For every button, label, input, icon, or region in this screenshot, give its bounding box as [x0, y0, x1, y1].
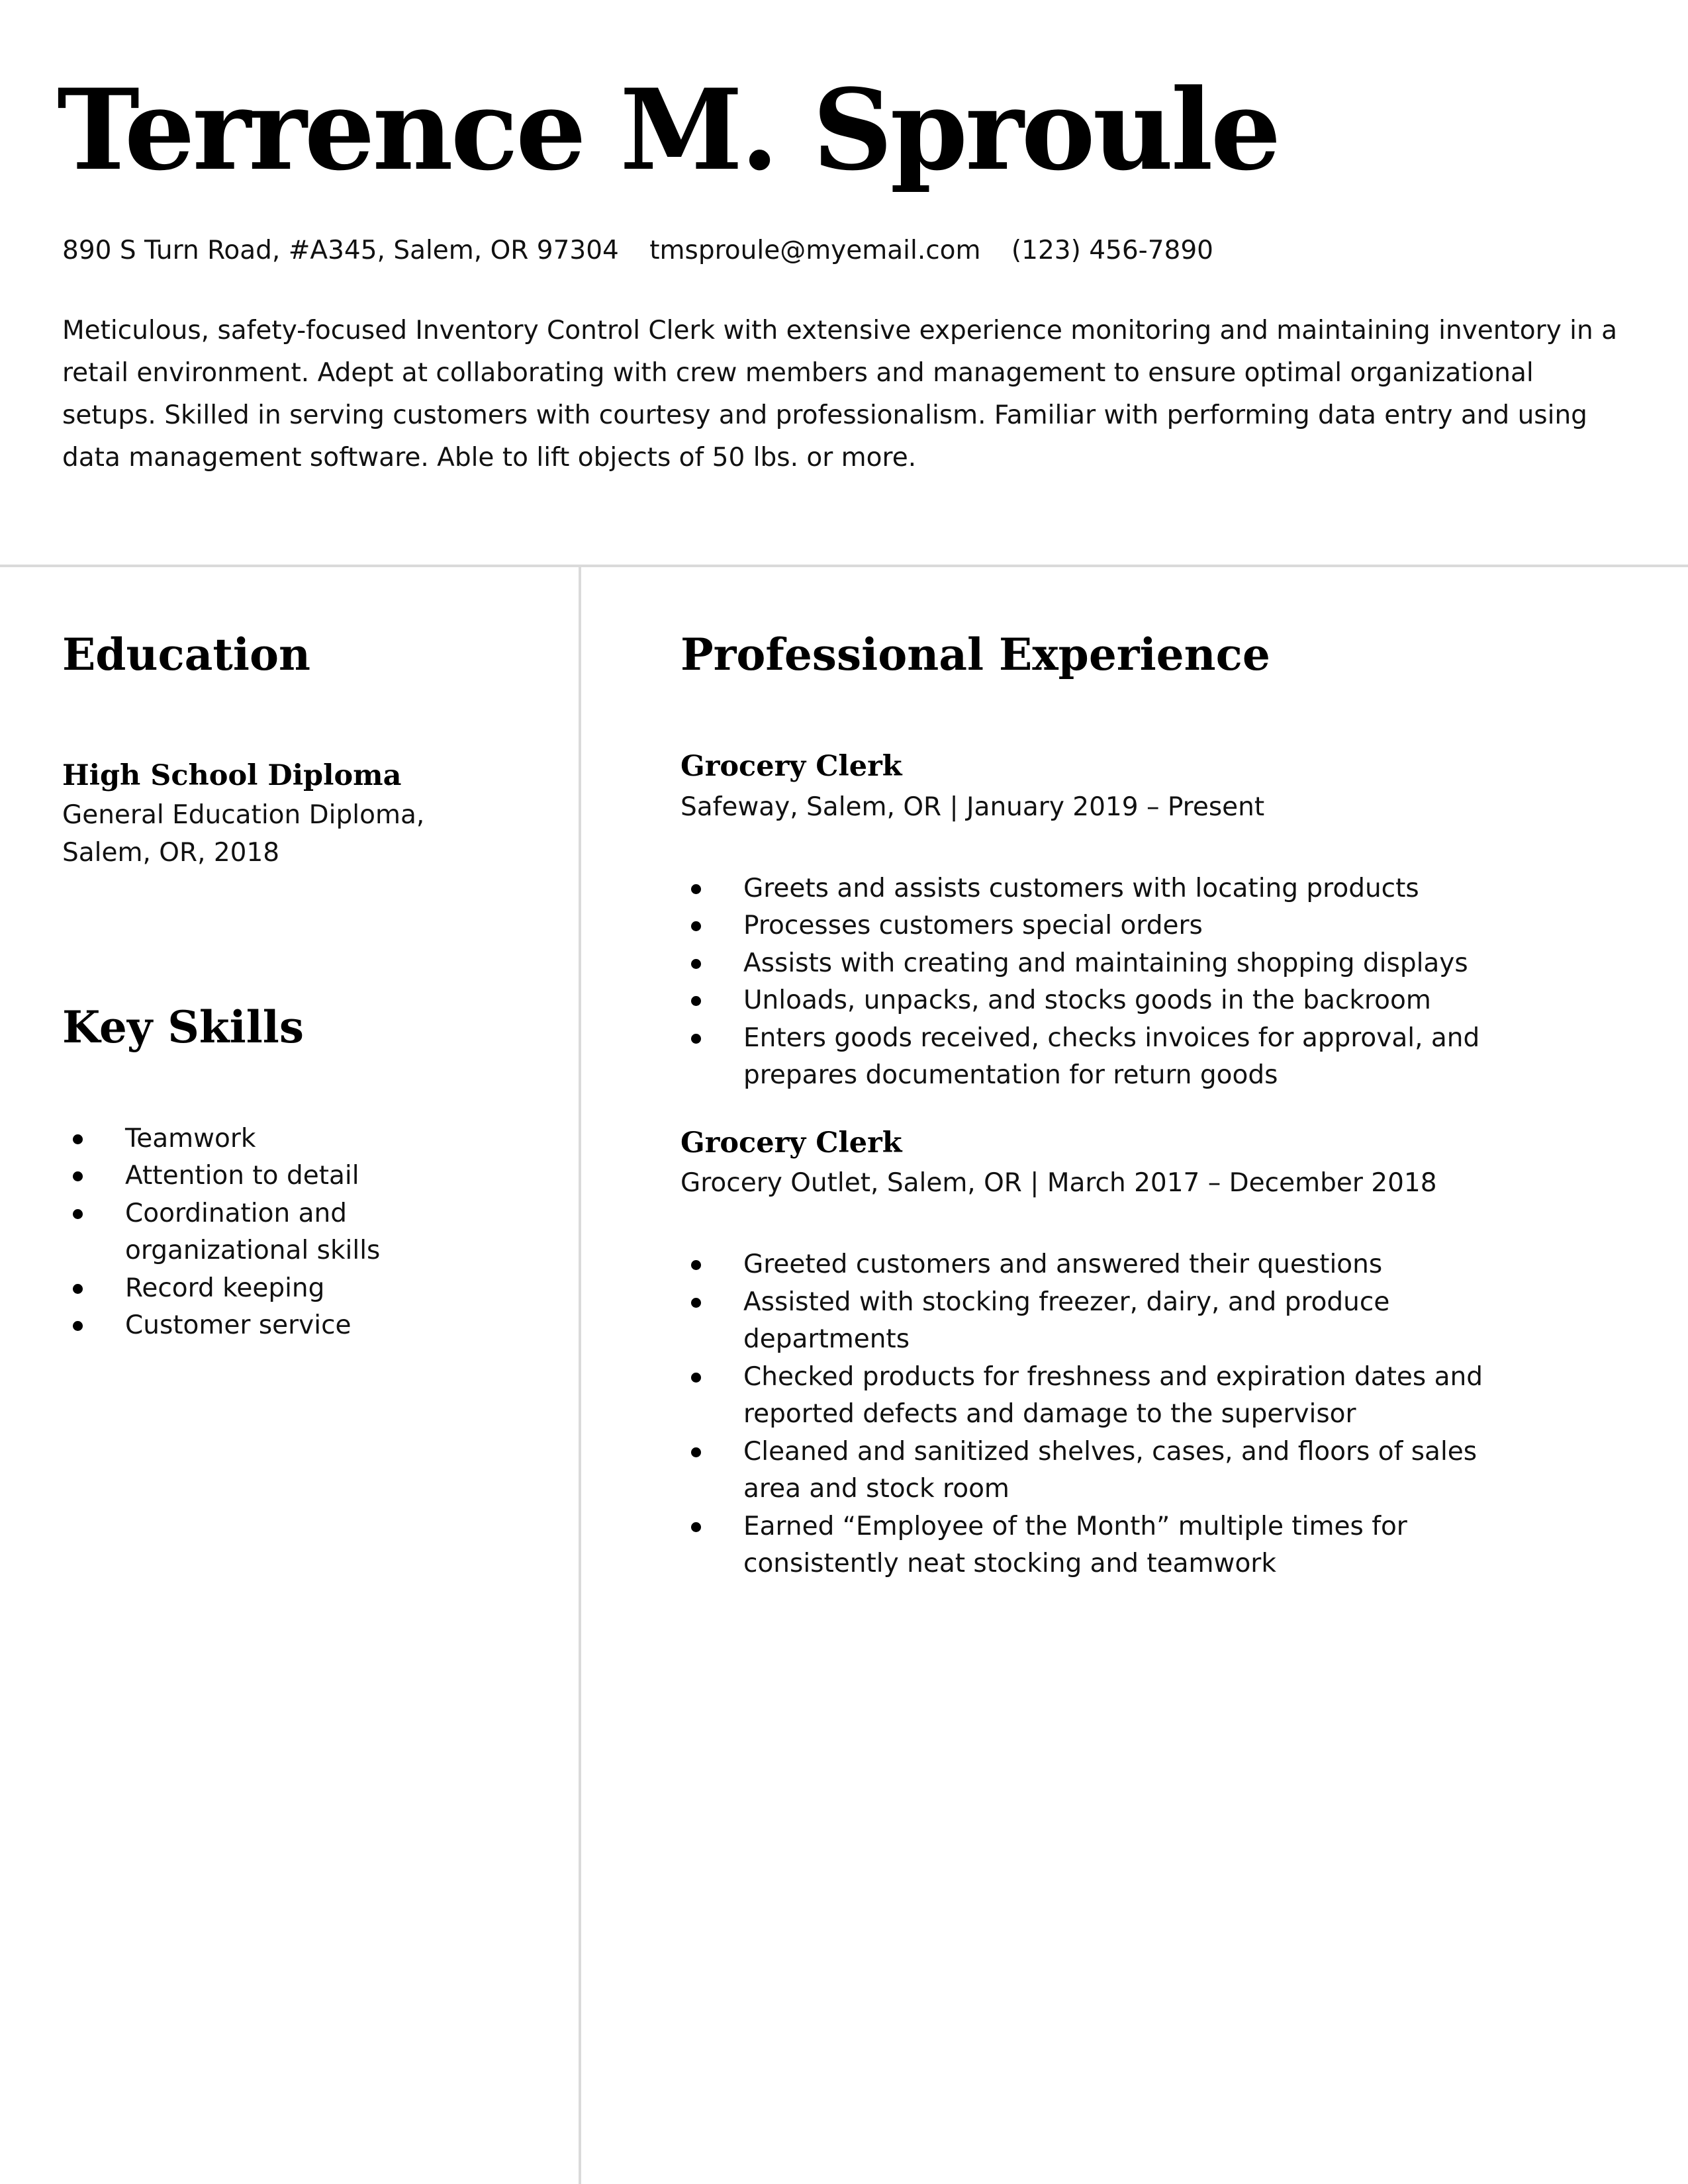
- job-entry: [680, 750, 1541, 1095]
- skill-text: Customer service: [125, 1310, 352, 1341]
- bullet-icon: [691, 996, 701, 1006]
- bullet-icon: [73, 1284, 83, 1294]
- bullet-icon: [691, 884, 701, 894]
- list-item: [680, 1020, 1488, 1095]
- bullet-icon: [691, 1298, 701, 1308]
- contact-email: tmsproule@myemail.com: [649, 236, 981, 265]
- bullet-icon: [691, 1034, 701, 1044]
- list-item: [62, 1120, 433, 1158]
- list-item: [62, 1158, 433, 1195]
- job-duties: [680, 1246, 1488, 1583]
- duty-text: Checked products for freshness and expiration dates and reported defects and damage to the supervisor: [743, 1361, 1483, 1430]
- list-item: [62, 1195, 433, 1270]
- list-item: [680, 945, 1488, 983]
- right-column: [680, 629, 1541, 1583]
- bullet-icon: [691, 1373, 701, 1383]
- duty-text: Assisted with stocking freezer, dairy, and produce departments: [743, 1287, 1390, 1355]
- list-item: [680, 870, 1488, 908]
- education-section: [62, 629, 552, 872]
- job-duties: [680, 870, 1488, 1095]
- education-degree: High School Diploma: [62, 759, 402, 793]
- vertical-divider: [579, 566, 581, 2184]
- duty-text: Unloads, unpacks, and stocks goods in the backroom: [743, 985, 1431, 1016]
- bullet-icon: [691, 921, 701, 931]
- contact-line: [62, 236, 1236, 267]
- list-item: [680, 907, 1488, 945]
- duty-text: Earned “Employee of the Month” multiple times for consistently neat stocking and teamwork: [743, 1511, 1407, 1579]
- job-title: Grocery Clerk: [680, 1126, 902, 1160]
- job-entry: [680, 1126, 1541, 1583]
- list-item: [680, 1508, 1488, 1583]
- duty-text: Cleaned and sanitized shelves, cases, and floors of sales area and stock room: [743, 1436, 1477, 1504]
- duty-text: Greets and assists customers with locating products: [743, 873, 1419, 903]
- candidate-name: Terrence M. Sproule: [57, 64, 1279, 195]
- skill-text: Coordination and organizational skills: [125, 1198, 381, 1266]
- list-item: [62, 1270, 433, 1308]
- duty-text: Assists with creating and maintaining shopping displays: [743, 948, 1468, 978]
- skill-text: Teamwork: [125, 1123, 256, 1154]
- job-meta: Grocery Outlet, Salem, OR | March 2017 – December 2018: [680, 1168, 1437, 1199]
- experience-section: [680, 629, 1541, 1583]
- horizontal-divider: [0, 565, 1688, 567]
- bullet-icon: [73, 1209, 83, 1219]
- list-item: [62, 1307, 433, 1345]
- skills-heading: Key Skills: [62, 1001, 304, 1053]
- skill-text: Record keeping: [125, 1273, 325, 1303]
- skill-text: Attention to detail: [125, 1161, 359, 1191]
- bullet-icon: [691, 1447, 701, 1457]
- skills-section: [62, 1001, 552, 1345]
- skills-list: [62, 1120, 433, 1345]
- job-title: Grocery Clerk: [680, 750, 902, 784]
- bullet-icon: [73, 1134, 83, 1144]
- bullet-icon: [691, 1522, 701, 1532]
- list-item: [680, 982, 1488, 1020]
- education-heading: Education: [62, 629, 310, 680]
- professional-summary: Meticulous, safety-focused Inventory Control Clerk with extensive experience monitoring and maintaining inventory in a retail environment. Adept at collaborating with crew members and management to ensure optimal organizational setups. Skilled in serving customers with courtesy and professionalism. Familiar with performing data entry and using data management software. Able to lift objects of 50 lbs. or more.: [62, 316, 1618, 473]
- bullet-icon: [691, 1260, 701, 1270]
- bullet-icon: [691, 959, 701, 969]
- education-details: General Education Diploma, Salem, OR, 2018: [62, 799, 425, 868]
- left-column: [62, 629, 552, 1345]
- list-item: [680, 1433, 1488, 1508]
- job-meta: Safeway, Salem, OR | January 2019 – Present: [680, 792, 1265, 822]
- list-item: [680, 1246, 1488, 1284]
- bullet-icon: [73, 1171, 83, 1181]
- duty-text: Enters goods received, checks invoices for approval, and prepares documentation for return goods: [743, 1023, 1480, 1091]
- duty-text: Processes customers special orders: [743, 911, 1203, 941]
- duty-text: Greeted customers and answered their questions: [743, 1250, 1383, 1280]
- contact-phone: (123) 456-7890: [1011, 236, 1213, 265]
- list-item: [680, 1359, 1488, 1433]
- experience-heading: Professional Experience: [680, 629, 1270, 680]
- bullet-icon: [73, 1321, 83, 1331]
- list-item: [680, 1284, 1488, 1359]
- contact-address: 890 S Turn Road, #A345, Salem, OR 97304: [62, 236, 619, 265]
